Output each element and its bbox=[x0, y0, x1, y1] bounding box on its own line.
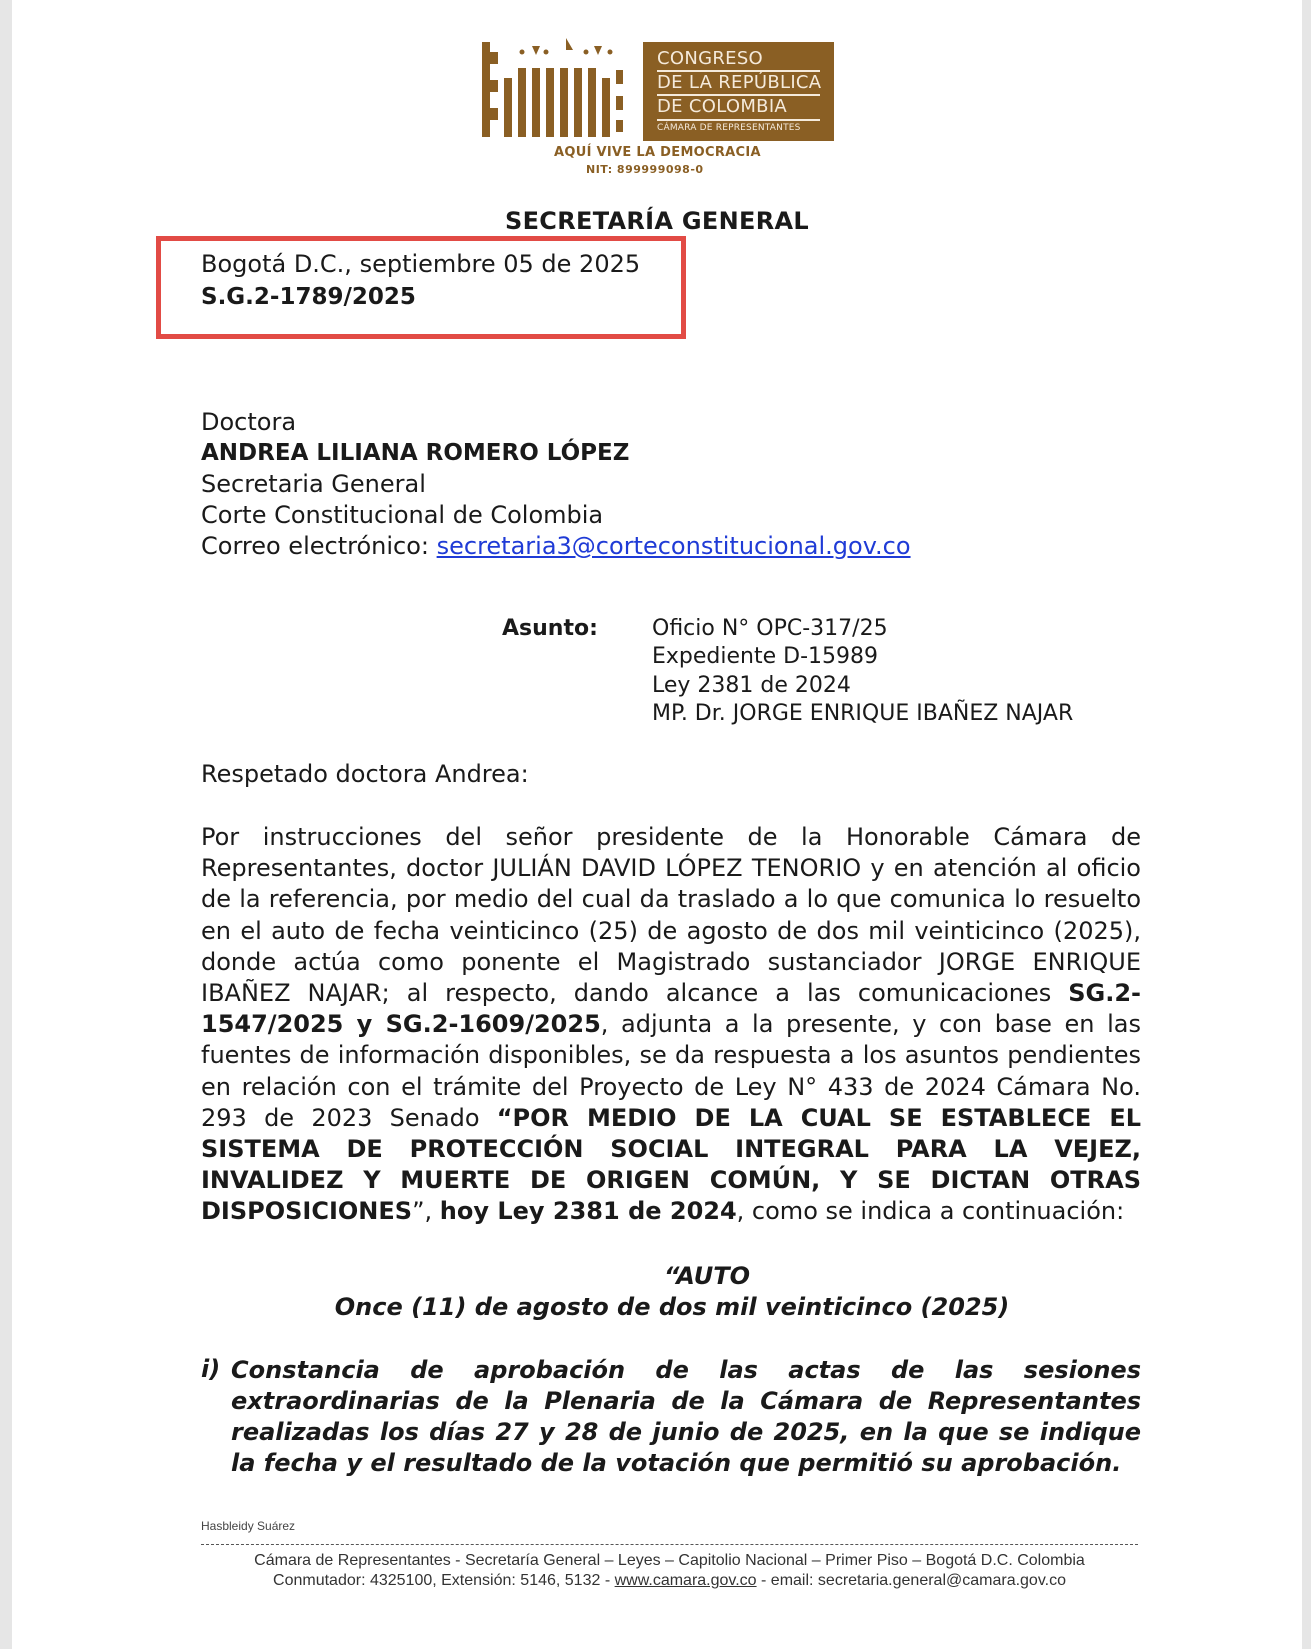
footer-email: - email: secretaria.general@camara.gov.co bbox=[756, 1572, 1066, 1589]
auto-date: Once (11) de agosto de dos mil veinticinco (2025) bbox=[334, 1293, 1010, 1321]
body-text: , adjunta a la presente, y con base en las fuentes de información disponibles, se da respuesta a los asuntos pendientes en relación con el trámite del Proyecto de Ley N° 433 de 2024 Cámara No. 293 de 2023 Senado bbox=[201, 1010, 1141, 1132]
bill-title: “POR MEDIO DE LA CUAL SE ESTABLECE EL SISTEMA DE PROTECCIÓN SOCIAL INTEGRAL PARA LA VEJEZ, INVALIDEZ Y MUERTE DE ORIGEN COMÚN, Y SE DICTAN OTRAS DISPOSICIONES bbox=[201, 1103, 1142, 1226]
auto-heading: “AUTO bbox=[663, 1262, 751, 1290]
footer-address: Cámara de Representantes - Secretaría General – Leyes – Capitolio Nacional – Primer Piso – Bogotá D.C. Colombia bbox=[254, 1552, 1085, 1569]
logo-text-box bbox=[643, 42, 834, 141]
item-marker: i) bbox=[201, 1355, 221, 1383]
letter-reference: S.G.2-1789/2025 bbox=[201, 284, 416, 310]
recipient-organization: Corte Constitucional de Colombia bbox=[201, 501, 604, 529]
recipient-email-row bbox=[201, 532, 911, 560]
subject-item: Oficio N° OPC-317/25 bbox=[652, 616, 888, 641]
body-paragraph bbox=[201, 822, 1141, 1228]
footer-contact bbox=[201, 1572, 1138, 1590]
subject-label: Asunto: bbox=[502, 616, 598, 641]
author-initials: Hasbleidy Suárez bbox=[201, 1519, 296, 1533]
body-text: Por instrucciones del señor presidente de la Honorable Cámara de Representantes, doctor JULIÁN DAVID LÓPEZ TENORIO y en atención al oficio de la referencia, por medio del cual da traslado a lo que comunica lo resuelto en el auto de fecha veinticinco (25) de agosto de dos mil veinticinco (2025), donde actúa como ponente el Magistrado sustanciador JORGE ENRIQUE IBAÑEZ NAJAR; al respecto, dando alcance a las comunicaciones bbox=[201, 823, 1141, 1008]
logo-motto: AQUÍ VIVE LA DEMOCRACIA bbox=[554, 145, 761, 160]
office-heading: SECRETARÍA GENERAL bbox=[505, 207, 809, 235]
recipient-email-link[interactable]: secretaria3@corteconstitucional.gov.co bbox=[436, 532, 911, 560]
recipient-name: ANDREA LILIANA ROMERO LÓPEZ bbox=[201, 440, 630, 466]
subject-item: MP. Dr. JORGE ENRIQUE IBAÑEZ NAJAR bbox=[652, 701, 1074, 726]
logo-nit: NIT: 899999098-0 bbox=[586, 163, 704, 176]
law-reference: hoy Ley 2381 de 2024 bbox=[439, 1197, 737, 1226]
letter-date: Bogotá D.C., septiembre 05 de 2025 bbox=[201, 250, 641, 278]
footer-divider bbox=[201, 1544, 1138, 1545]
body-text: , como se indica a continuación: bbox=[736, 1197, 1125, 1226]
subject-item: Ley 2381 de 2024 bbox=[652, 673, 851, 698]
subject-item: Expediente D-15989 bbox=[652, 644, 878, 669]
capitol-building-icon bbox=[482, 38, 642, 143]
body-bold-refs: SG.2-1547/2025 y SG.2-1609/2025 bbox=[201, 979, 1141, 1039]
body-text: ”, bbox=[412, 1197, 440, 1226]
email-label: Correo electrónico: bbox=[201, 532, 437, 560]
footer-phone: Conmutador: 4325100, Extensión: 5146, 5132 - bbox=[273, 1572, 615, 1589]
recipient-position: Secretaria General bbox=[201, 470, 426, 498]
logo-line-2: DE LA REPÚBLICA bbox=[657, 72, 822, 93]
footer-website-link[interactable]: www.camara.gov.co bbox=[614, 1572, 757, 1589]
logo-line-1: CONGRESO bbox=[657, 48, 764, 69]
logo-line-3: DE COLOMBIA bbox=[657, 96, 788, 117]
item-text: Constancia de aprobación de las actas de las sesiones extraordinarias de la Plenaria de la Cámara de Representantes realizadas los días 27 y 28 de junio de 2025, en la que se indique la fecha y el resultado de la votación que permitió su aprobación. bbox=[231, 1356, 1141, 1477]
greeting: Respetado doctora Andrea: bbox=[201, 760, 529, 788]
logo-rule bbox=[657, 119, 820, 121]
document-page bbox=[12, 0, 1302, 1649]
congress-logo bbox=[482, 38, 852, 183]
logo-line-4: CÁMARA DE REPRESENTANTES bbox=[657, 123, 801, 133]
recipient-title: Doctora bbox=[201, 408, 297, 436]
